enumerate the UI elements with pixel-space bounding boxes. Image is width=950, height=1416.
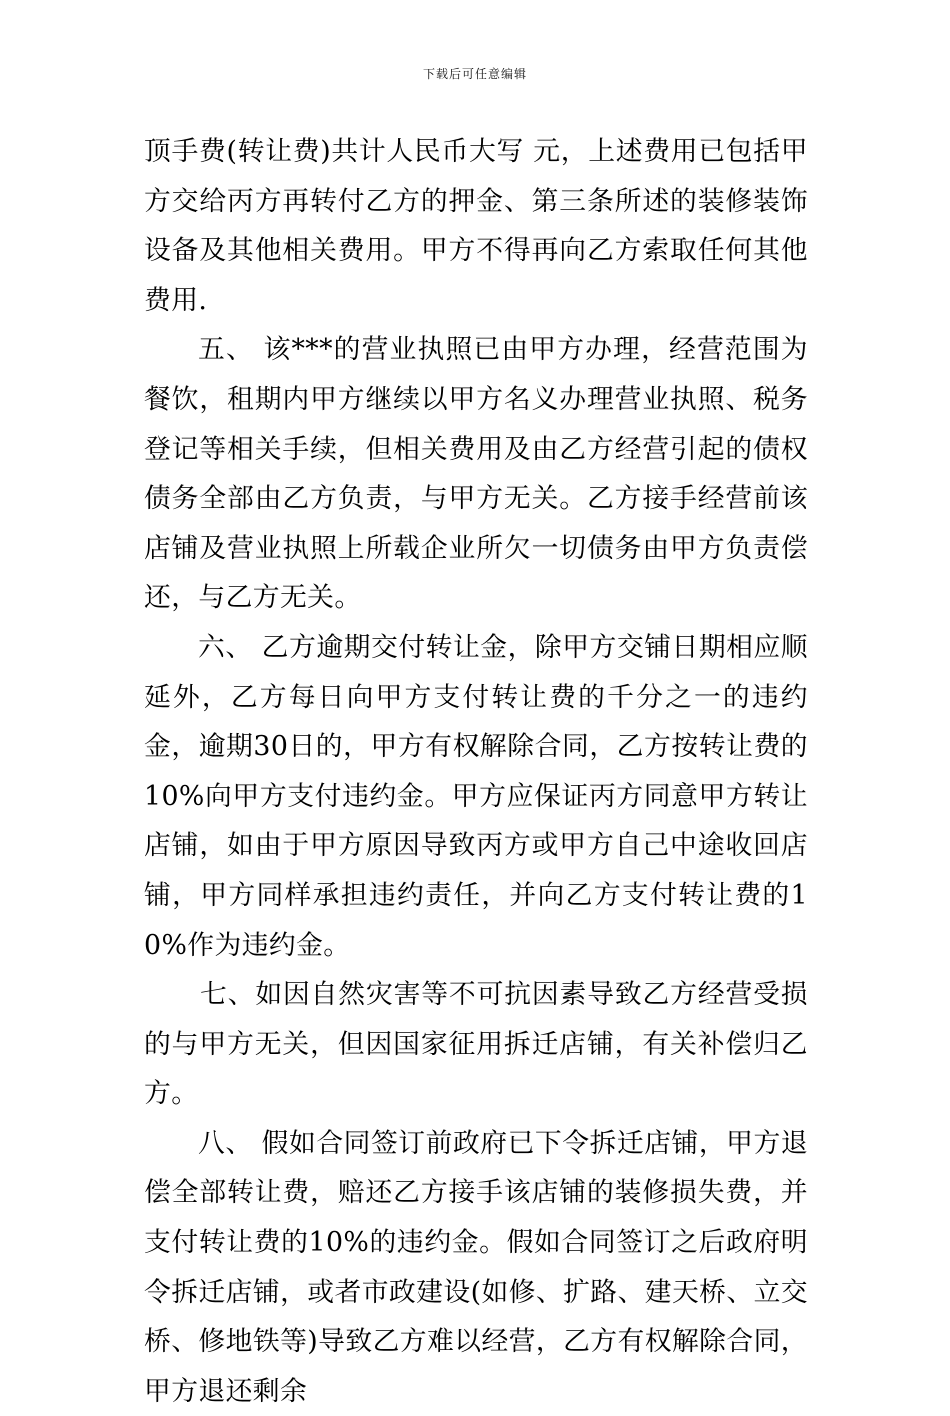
- page-header: 下载后可任意编辑: [422, 67, 527, 81]
- paragraph-continuation: 顶手费(转让费)共计人民币大写 元，上述费用已包括甲方交给丙方再转付乙方的押金、第三条所述的装修装饰设备及其他相关费用。甲方不得再向乙方索取任何其他费用.: [144, 136, 808, 316]
- paragraph-clause-8: 八、 假如合同签订前政府已下令拆迁店铺，甲方退偿全部转让费，赔还乙方接手该店铺的装修损失费，并支付转让费的10%的违约金。假如合同签订之后政府明令拆迁店铺，或者市政建设(如修、扩路、建天桥、立交桥、修地铁等)导致乙方难以经营，乙方有权解除合同，甲方退还剩余: [144, 1127, 808, 1407]
- paragraph-clause-7: 七、如因自然灾害等不可抗因素导致乙方经营受损的与甲方无关，但因国家征用拆迁店铺，有关补偿归乙方。: [144, 979, 808, 1110]
- paragraph-clause-5: 五、 该***的营业执照已由甲方办理，经营范围为餐饮，租期内甲方继续以甲方名义办理营业执照、税务登记等相关手续，但相关费用及由乙方经营引起的债权债务全部由乙方负责，与甲方无关。乙方接手经营前该店铺及营业执照上所载企业所欠一切债务由甲方负责偿还，与乙方无关。: [144, 334, 808, 614]
- paragraph-clause-6: 六、 乙方逾期交付转让金，除甲方交铺日期相应顺延外，乙方每日向甲方支付转让费的千分之一的违约金，逾期30日的，甲方有权解除合同，乙方按转让费的10%向甲方支付违约金。甲方应保证丙方同意甲方转让店铺，如由于甲方原因导致丙方或甲方自己中途收回店铺，甲方同样承担违约责任，并向乙方支付转让费的10%作为违约金。: [144, 631, 808, 961]
- document-body: [144, 127, 808, 1416]
